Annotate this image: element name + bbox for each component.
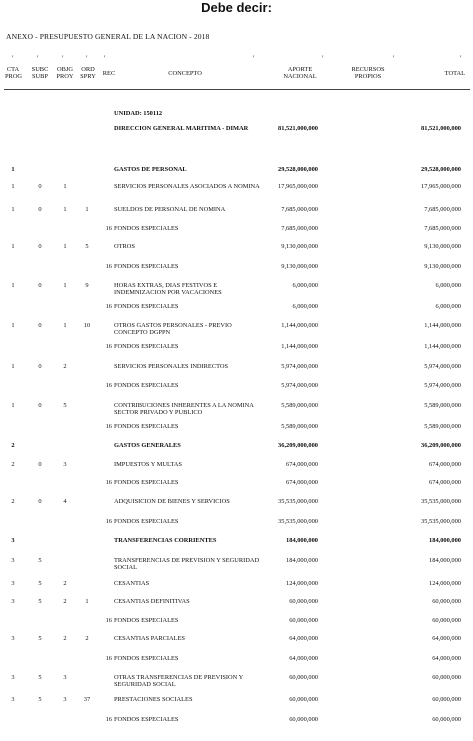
header-concepto: CONCEPTO <box>168 70 202 77</box>
cta-prog-cell: 3 <box>11 674 15 681</box>
cta-prog-cell: 3 <box>11 537 15 544</box>
total-cell: 60,000,000 <box>432 696 461 703</box>
rec-cell: 16 <box>105 479 112 486</box>
total-cell: 60,000,000 <box>432 617 461 624</box>
concepto-cell: OTROS <box>114 243 135 250</box>
header-subc-line1: SUBC <box>31 66 49 73</box>
ord-spry-cell: 37 <box>83 696 91 703</box>
header-cta-prog <box>5 66 21 80</box>
concepto-cell: GASTOS DE PERSONAL <box>114 166 187 173</box>
objg-proy-cell: 2 <box>63 580 67 587</box>
objg-proy-cell: 5 <box>63 402 67 409</box>
concepto-cell: FONDOS ESPECIALES <box>114 518 179 525</box>
concepto-cell: HORAS EXTRAS, DIAS FESTIVOS E INDEMNIZACION POR VACACIONES <box>114 282 222 296</box>
aporte-nacional-cell: 184,000,000 <box>286 557 318 564</box>
total-cell: 35,535,000,000 <box>421 518 461 525</box>
aporte-nacional-cell: 6,000,000 <box>292 282 318 289</box>
rec-cell: 16 <box>105 716 112 723</box>
aporte-nacional-cell: 7,685,000,000 <box>281 206 318 213</box>
objg-proy-cell: 2 <box>63 598 67 605</box>
concepto-cell: FONDOS ESPECIALES <box>114 382 179 389</box>
concepto-cell: FONDOS ESPECIALES <box>114 617 179 624</box>
rec-cell: 16 <box>105 343 112 350</box>
aporte-nacional-cell: 5,589,000,000 <box>281 402 318 409</box>
concepto-cell: CONTRIBUCIONES INHERENTES A LA NOMINA SECTOR PRIVADO Y PUBLICO <box>114 402 254 416</box>
objg-proy-cell: 1 <box>63 282 67 289</box>
cta-prog-cell: 2 <box>11 498 15 505</box>
header-ord-line1: ORD <box>81 66 95 73</box>
page-heading: Debe decir: <box>201 0 272 15</box>
header-total: TOTAL <box>444 70 465 77</box>
cta-prog-cell: 3 <box>11 696 15 703</box>
total-cell: 35,535,000,000 <box>421 498 461 505</box>
subc-subp-cell: 5 <box>38 598 42 605</box>
concepto-cell: FONDOS ESPECIALES <box>114 479 179 486</box>
header-aporte-nacional <box>270 66 330 80</box>
aporte-nacional-cell: 1,144,000,000 <box>281 343 318 350</box>
header-cta-line1: CTA <box>6 66 20 73</box>
concepto-cell: OTRAS TRANSFERENCIAS DE PREVISION Y SEGURIDAD SOCIAL <box>114 674 244 688</box>
header-objg-line1: OBJG <box>57 66 73 73</box>
concepto-cell: GASTOS GENERALES <box>114 442 181 449</box>
concepto-cell: CESANTIAS <box>114 580 150 587</box>
aporte-nacional-cell: 9,130,000,000 <box>281 243 318 250</box>
total-cell: 5,974,000,000 <box>424 382 461 389</box>
total-cell: 9,130,000,000 <box>424 243 461 250</box>
concepto-cell: CESANTIAS DEFINITIVAS <box>114 598 190 605</box>
objg-proy-cell: 1 <box>63 322 67 329</box>
total-cell: 7,685,000,000 <box>424 225 461 232</box>
header-ord-spry <box>78 66 98 80</box>
total-cell: 64,000,000 <box>432 635 461 642</box>
aporte-nacional-cell: 81,521,000,000 <box>278 125 318 132</box>
aporte-nacional-cell: 9,130,000,000 <box>281 263 318 270</box>
cta-prog-cell: 1 <box>11 322 15 329</box>
total-cell: 17,965,000,000 <box>421 183 461 190</box>
objg-proy-cell: 3 <box>63 461 67 468</box>
total-cell: 5,589,000,000 <box>424 423 461 430</box>
cta-prog-cell: 1 <box>11 282 15 289</box>
header-objg-proy <box>55 66 75 80</box>
concepto-cell: FONDOS ESPECIALES <box>114 263 179 270</box>
total-cell: 36,209,000,000 <box>421 442 461 449</box>
ord-spry-cell: 1 <box>85 206 89 213</box>
cta-prog-cell: 1 <box>11 402 15 409</box>
total-cell: 1,144,000,000 <box>424 343 461 350</box>
objg-proy-cell: 2 <box>63 363 67 370</box>
total-cell: 60,000,000 <box>432 716 461 723</box>
header-aporte-line2: NACIONAL <box>283 73 317 80</box>
total-cell: 5,974,000,000 <box>424 363 461 370</box>
aporte-nacional-cell: 6,000,000 <box>292 303 318 310</box>
subc-subp-cell: 5 <box>38 635 42 642</box>
total-cell: 674,000,000 <box>429 479 461 486</box>
concepto-cell: TRANSFERENCIAS CORRIENTES <box>114 537 217 544</box>
cta-prog-cell: 1 <box>11 363 15 370</box>
header-aporte-line1: APORTE <box>287 66 313 73</box>
objg-proy-cell: 4 <box>63 498 67 505</box>
cta-prog-cell: 3 <box>11 598 15 605</box>
total-cell: 29,528,000,000 <box>421 166 461 173</box>
rec-cell: 16 <box>105 382 112 389</box>
rec-cell: 16 <box>105 518 112 525</box>
total-cell: 60,000,000 <box>432 598 461 605</box>
concepto-cell: FONDOS ESPECIALES <box>114 423 179 430</box>
aporte-nacional-cell: 674,000,000 <box>286 479 318 486</box>
header-recursos-line1: RECURSOS <box>351 66 385 73</box>
cta-prog-cell: 1 <box>11 243 15 250</box>
concepto-cell: IMPUESTOS Y MULTAS <box>114 461 182 468</box>
total-cell: 64,000,000 <box>432 655 461 662</box>
aporte-nacional-cell: 674,000,000 <box>286 461 318 468</box>
aporte-nacional-cell: 64,000,000 <box>289 635 318 642</box>
cta-prog-cell: 3 <box>11 557 15 564</box>
concepto-cell: DIRECCION GENERAL MARITIMA - DIMAR <box>114 125 249 132</box>
concepto-cell: FONDOS ESPECIALES <box>114 716 179 723</box>
subc-subp-cell: 0 <box>38 322 42 329</box>
aporte-nacional-cell: 60,000,000 <box>289 696 318 703</box>
header-cta-line2: PROG <box>5 73 23 80</box>
aporte-nacional-cell: 7,685,000,000 <box>281 225 318 232</box>
concepto-cell: OTROS GASTOS PERSONALES - PREVIO CONCEPTO DGPPN <box>114 322 232 336</box>
cta-prog-cell: 3 <box>11 635 15 642</box>
ord-spry-cell: 9 <box>85 282 89 289</box>
rec-cell: 16 <box>105 303 112 310</box>
total-cell: 5,589,000,000 <box>424 402 461 409</box>
header-subc-line2: SUBP <box>32 73 48 80</box>
cta-prog-cell: 2 <box>11 442 15 449</box>
subc-subp-cell: 5 <box>38 557 42 564</box>
cta-prog-cell: 1 <box>11 183 15 190</box>
header-subc-subp <box>31 66 49 80</box>
concepto-cell: FONDOS ESPECIALES <box>114 655 179 662</box>
subc-subp-cell: 0 <box>38 363 42 370</box>
subc-subp-cell: 0 <box>38 461 42 468</box>
aporte-nacional-cell: 29,528,000,000 <box>278 166 318 173</box>
objg-proy-cell: 3 <box>63 674 67 681</box>
header-objg-line2: PROY <box>56 73 74 80</box>
concepto-cell: CESANTIAS PARCIALES <box>114 635 185 642</box>
total-cell: 184,000,000 <box>429 537 461 544</box>
concepto-cell: FONDOS ESPECIALES <box>114 225 179 232</box>
total-cell: 184,000,000 <box>429 557 461 564</box>
aporte-nacional-cell: 5,974,000,000 <box>281 382 318 389</box>
rec-cell: 16 <box>105 423 112 430</box>
objg-proy-cell: 2 <box>63 635 67 642</box>
total-cell: 6,000,000 <box>435 303 461 310</box>
aporte-nacional-cell: 5,589,000,000 <box>281 423 318 430</box>
concepto-cell: TRANSFERENCIAS DE PREVISION Y SEGURIDAD SOCIAL <box>114 557 260 571</box>
header-ord-line2: SPRY <box>80 73 96 80</box>
aporte-nacional-cell: 64,000,000 <box>289 655 318 662</box>
aporte-nacional-cell: 35,535,000,000 <box>278 518 318 525</box>
ord-spry-cell: 10 <box>83 322 91 329</box>
subc-subp-cell: 0 <box>38 243 42 250</box>
subc-subp-cell: 0 <box>38 282 42 289</box>
aporte-nacional-cell: 60,000,000 <box>289 617 318 624</box>
aporte-nacional-cell: 60,000,000 <box>289 598 318 605</box>
total-cell: 1,144,000,000 <box>424 322 461 329</box>
aporte-nacional-cell: 35,535,000,000 <box>278 498 318 505</box>
rec-cell: 16 <box>105 225 112 232</box>
objg-proy-cell: 3 <box>63 696 67 703</box>
cta-prog-cell: 1 <box>11 166 15 173</box>
concepto-cell: SUELDOS DE PERSONAL DE NOMINA <box>114 206 226 213</box>
header-divider <box>4 89 470 90</box>
aporte-nacional-cell: 17,965,000,000 <box>278 183 318 190</box>
concepto-cell: FONDOS ESPECIALES <box>114 343 179 350</box>
aporte-nacional-cell: 60,000,000 <box>289 674 318 681</box>
subc-subp-cell: 0 <box>38 498 42 505</box>
rec-cell: 16 <box>105 617 112 624</box>
ord-spry-cell: 1 <box>85 598 89 605</box>
aporte-nacional-cell: 60,000,000 <box>289 716 318 723</box>
concepto-cell: ADQUISICION DE BIENES Y SERVICIOS <box>114 498 230 505</box>
concepto-cell: UNIDAD: 150112 <box>114 110 163 117</box>
cta-prog-cell: 2 <box>11 461 15 468</box>
header-recursos-propios <box>338 66 398 80</box>
total-cell: 9,130,000,000 <box>424 263 461 270</box>
column-tick-marks: ' ' ' ' ' ' ' ' ' <box>12 54 462 63</box>
total-cell: 124,000,000 <box>429 580 461 587</box>
aporte-nacional-cell: 184,000,000 <box>286 537 318 544</box>
objg-proy-cell: 1 <box>63 243 67 250</box>
subc-subp-cell: 0 <box>38 206 42 213</box>
aporte-nacional-cell: 36,209,000,000 <box>278 442 318 449</box>
rec-cell: 16 <box>105 263 112 270</box>
total-cell: 81,521,000,000 <box>421 125 461 132</box>
ord-spry-cell: 5 <box>85 243 89 250</box>
header-recursos-line2: PROPIOS <box>354 73 382 80</box>
ord-spry-cell: 2 <box>85 635 89 642</box>
objg-proy-cell: 1 <box>63 183 67 190</box>
subc-subp-cell: 0 <box>38 183 42 190</box>
document-subtitle: ANEXO - PRESUPUESTO GENERAL DE LA NACION - 2018 <box>6 32 210 41</box>
subc-subp-cell: 0 <box>38 402 42 409</box>
aporte-nacional-cell: 5,974,000,000 <box>281 363 318 370</box>
subc-subp-cell: 5 <box>38 674 42 681</box>
aporte-nacional-cell: 124,000,000 <box>286 580 318 587</box>
concepto-cell: SERVICIOS PERSONALES ASOCIADOS A NOMINA <box>114 183 260 190</box>
aporte-nacional-cell: 1,144,000,000 <box>281 322 318 329</box>
concepto-cell: PRESTACIONES SOCIALES <box>114 696 193 703</box>
total-cell: 674,000,000 <box>429 461 461 468</box>
total-cell: 60,000,000 <box>432 674 461 681</box>
total-cell: 6,000,000 <box>435 282 461 289</box>
subc-subp-cell: 5 <box>38 696 42 703</box>
cta-prog-cell: 3 <box>11 580 15 587</box>
header-rec: REC <box>102 70 116 77</box>
objg-proy-cell: 1 <box>63 206 67 213</box>
subc-subp-cell: 5 <box>38 580 42 587</box>
concepto-cell: FONDOS ESPECIALES <box>114 303 179 310</box>
concepto-cell: SERVICIOS PERSONALES INDIRECTOS <box>114 363 229 370</box>
cta-prog-cell: 1 <box>11 206 15 213</box>
total-cell: 7,685,000,000 <box>424 206 461 213</box>
rec-cell: 16 <box>105 655 112 662</box>
